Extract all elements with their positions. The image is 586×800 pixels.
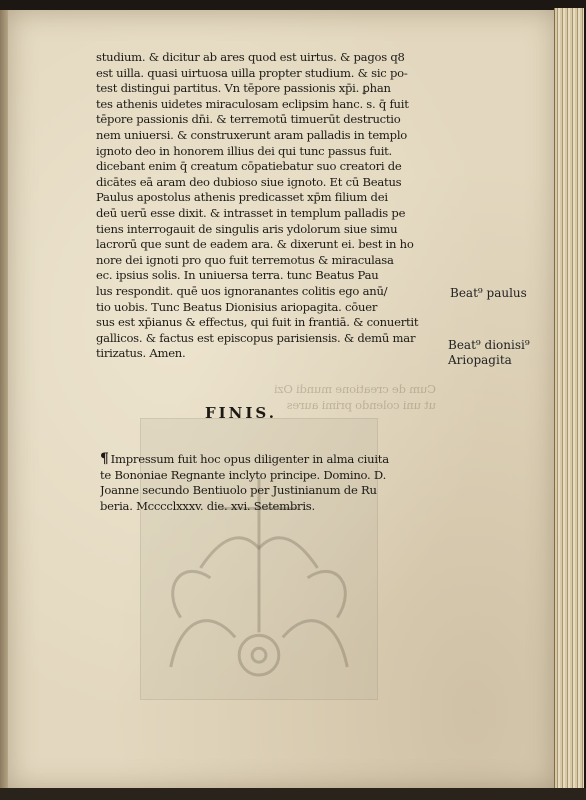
pilcrow-icon: ¶ [100, 452, 109, 467]
text-line: nem uniuersi. & construxerunt aram palladis in templo [96, 127, 408, 142]
colophon-line: te Bononiae Regnante inclyto principe. Domino. D. [100, 467, 386, 482]
text-line: dicebant enim q̄ creatum cōpatiebatur suo creatori de [96, 159, 402, 174]
main-text-block [96, 50, 436, 362]
text-line: ignoto deo in honorem illius dei qui tunc passus fuit. [96, 143, 392, 158]
text-line: tiens interrogauit de singulis aris ydolorum siue simu [96, 221, 398, 236]
colophon-line [100, 452, 430, 468]
colophon [100, 452, 430, 514]
text-line: tirizatus. Amen. [96, 346, 186, 361]
marginal-note-dionisius [448, 338, 530, 368]
text-line: deū uerū esse dixit. & intrasset in templum palladis pe [96, 205, 406, 220]
showthrough-text: Cum de creatione mundi Ozi ut uni colendo primi aures [274, 382, 436, 412]
marginal-line: Ariopagita [448, 353, 512, 367]
text-line: gallicos. & factus est episcopus parisiensis. & demū mar [96, 330, 416, 345]
text-line: ec. ipsius solis. In uniuersa terra. tunc Beatus Pau [96, 268, 379, 283]
colophon-line: beria. Mcccclxxxv. die. xvi. Setembris. [100, 498, 315, 513]
text-line: tio uobis. Tunc Beatus Dionisius ariopagita. cōuer [96, 299, 378, 314]
marginal-line: Beat⁹ dionisi⁹ [448, 338, 530, 352]
colophon-text: Impressum fuit hoc opus diligenter in alma ciuita [110, 452, 389, 466]
text-line: lus respondit. quē uos ignoranantes colitis ego anū/ [96, 283, 388, 298]
text-line: lacrorū que sunt de eadem ara. & dixerunt ei. best in ho [96, 237, 414, 252]
text-line: tes athenis uidetes miraculosam eclipsim hanc. s. q̄ fuit [96, 96, 409, 111]
text-line: est uilla. quasi uirtuosa uilla propter studium. & sic po- [96, 65, 408, 80]
text-line: test distingui partitus. Vn tēpore passionis xp̄i. ꝑhan [96, 81, 391, 96]
text-line: studium. & dicitur ab ares quod est uirtus. & pagos q8 [96, 50, 405, 64]
page-edges [554, 8, 584, 792]
text-line: nore dei ignoti pro quo fuit terremotus & miraculasa [96, 252, 394, 267]
colophon-line: Joanne secundo Bentiuolo per Justinianum de Ru [100, 483, 377, 498]
text-line: Paulus apostolus athenis predicasset xp̄m filium dei [96, 190, 388, 205]
text-line: dicātes eā aram deo dubioso siue ignoto. Et cū Beatus [96, 174, 402, 189]
text-line: sus est xp̄ianus & effectus, qui fuit in frantiā. & conuertit [96, 315, 419, 330]
marginal-note-paulus: Beat⁹ paulus [450, 286, 527, 300]
finis-heading: FINIS. [205, 404, 277, 422]
text-line: tēpore passionis dn̄i. & terremotū timuerūt destructio [96, 112, 401, 127]
bottom-shadow [0, 788, 586, 800]
